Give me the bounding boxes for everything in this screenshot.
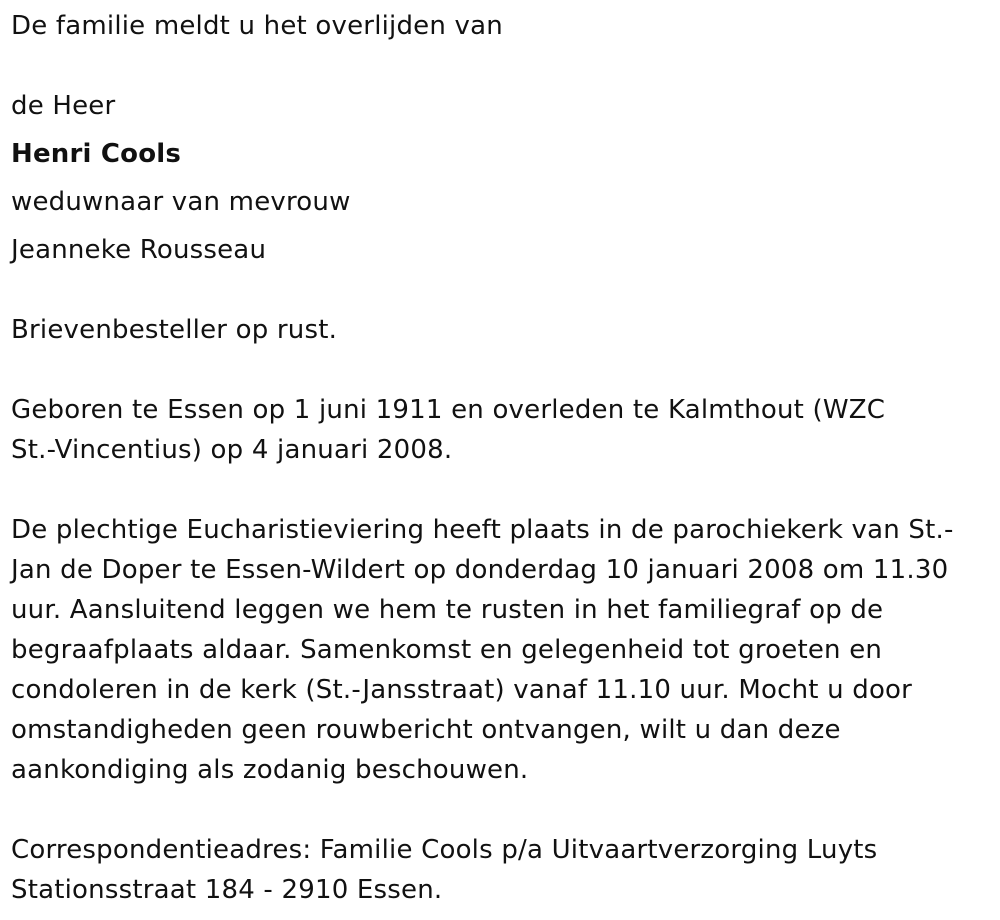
honorific: de Heer [11, 91, 116, 121]
birth-death-paragraph: Geboren te Essen op 1 juni 1911 en overleden te Kalmthout (WZC St.-Vincentius) op 4 januari 2008. [11, 395, 886, 465]
correspondence-paragraph: Correspondentieadres: Familie Cools p/a Uitvaartverzorging Luyts Stationsstraat 184 - 2910 Essen. [11, 835, 878, 905]
occupation-text: Brievenbesteller op rust. [11, 315, 338, 345]
deceased-name: Henri Cools [11, 139, 182, 169]
intro-text: De familie meldt u het overlijden van [11, 11, 503, 41]
spouse-name: Jeanneke Rousseau [11, 235, 267, 265]
relation-text: weduwnaar van mevrouw [11, 187, 351, 217]
ceremony-paragraph: De plechtige Eucharistieviering heeft plaats in de parochiekerk van St.-Jan de Doper te Essen-Wildert op donderdag 10 januari 2008 om 11.30 uur. Aansluitend leggen we hem te rusten in het familiegraf op de begraafplaats aldaar. Samenkomst en gelegenheid tot groeten en condoleren in de kerk (St.-Jansstraat) vanaf 11.10 uur. Mocht u door omstandigheden geen rouwbericht ontvangen, wilt u dan deze aankondiging als zodanig beschouwen. [11, 515, 954, 785]
